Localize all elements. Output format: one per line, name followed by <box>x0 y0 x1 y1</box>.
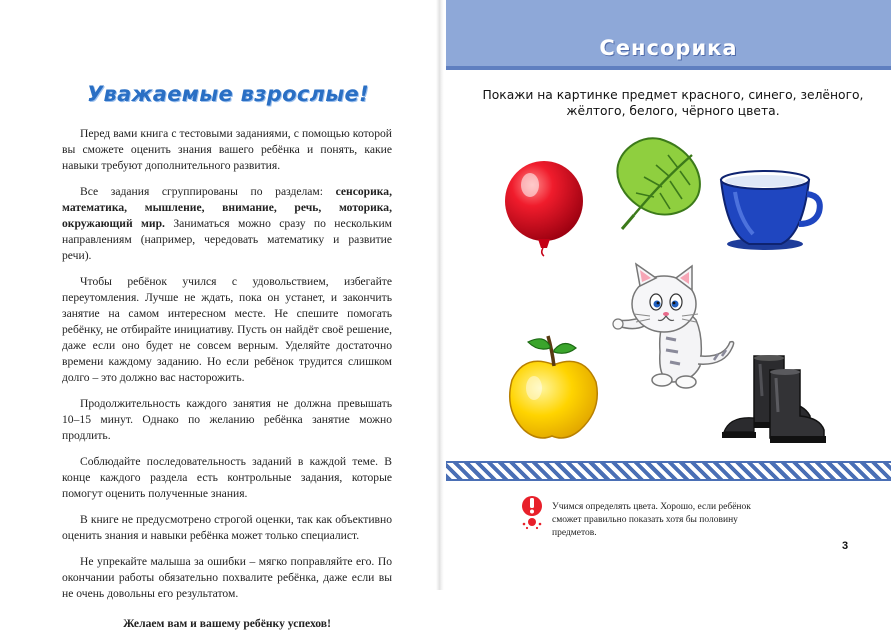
closing-wish: Желаем вам и вашему ребёнку успехов! <box>123 617 331 630</box>
paragraph-4: Продолжительность каждого занятия не должна превышать 10–15 минут. Однако по желанию ребёнка занятие можно продлить. <box>62 397 392 442</box>
intro-text <box>62 126 392 642</box>
parent-note: Учимся определять цвета. Хорошо, если ребёнок сможет правильно показать хотя бы половину предметов. <box>552 502 751 538</box>
decorative-stripe <box>446 461 891 481</box>
yellow-apple-picture <box>504 330 604 442</box>
green-leaf-picture <box>608 135 708 231</box>
paragraph-2-post: Заниматься можно сразу по нескольким направлениям (например, чередовать математику и развитие речи). <box>62 217 393 262</box>
black-boots-picture <box>720 352 826 444</box>
paragraph-1: Перед вами книга с тестовыми заданиями, с помощью которой вы сможете оценить знания вашего ребёнка и понять, какие навыки требуют дополнительного развития. <box>62 127 392 172</box>
red-balloon-picture <box>502 158 586 256</box>
right-page <box>440 0 891 590</box>
header-divider <box>446 66 891 70</box>
book-spine <box>436 0 444 590</box>
paragraph-2 <box>62 184 392 264</box>
paragraph-5: Соблюдайте последовательность заданий в каждой теме. В конце каждого раздела есть контрольные задания, которые помогут оценить полученные знания. <box>62 455 392 500</box>
paragraph-3: Чтобы ребёнок учился с удовольствием, избегайте переутомления. Лучше не ждать, пока он устанет, и закончить занятие на самом интересном месте. Не спешите помогать ребёнку, не отбирайте инициативу. Пусть он найдёт своё решение, даже если оно будет не совсем верным. Уделяйте достаточно времени каждому заданию. Но если ребёнок трудится слишком долго – это должно вас насторожить. <box>62 275 392 384</box>
page-number: 3 <box>842 540 849 552</box>
paragraph-2-pre: Все задания сгруппированы по разделам: <box>80 185 336 198</box>
page-title: Уважаемые взрослые! <box>87 82 369 106</box>
paragraph-6: В книге не предусмотрено строгой оценки, так как объективно оценить знания и навыки ребёнка может только специалист. <box>62 513 392 542</box>
paragraph-7: Не упрекайте малыша за ошибки – мягко поправляйте его. По окончании работы обязательно похвалите ребёнка, даже если вы не очень довольны его результатом. <box>62 555 392 600</box>
white-kitten-picture <box>600 262 740 392</box>
task-instruction: Покажи на картинке предмет красного, синего, зелёного, жёлтого, белого, чёрного цвета. <box>482 88 864 118</box>
exclamation-icon <box>518 495 546 529</box>
paragraph-2-sections: сенсорика, математика, мышление, внимание, речь, моторика, окружающий мир. <box>62 185 392 230</box>
blue-cup-picture <box>715 168 823 252</box>
section-title: Сенсорика <box>599 36 738 60</box>
left-page <box>0 0 440 630</box>
